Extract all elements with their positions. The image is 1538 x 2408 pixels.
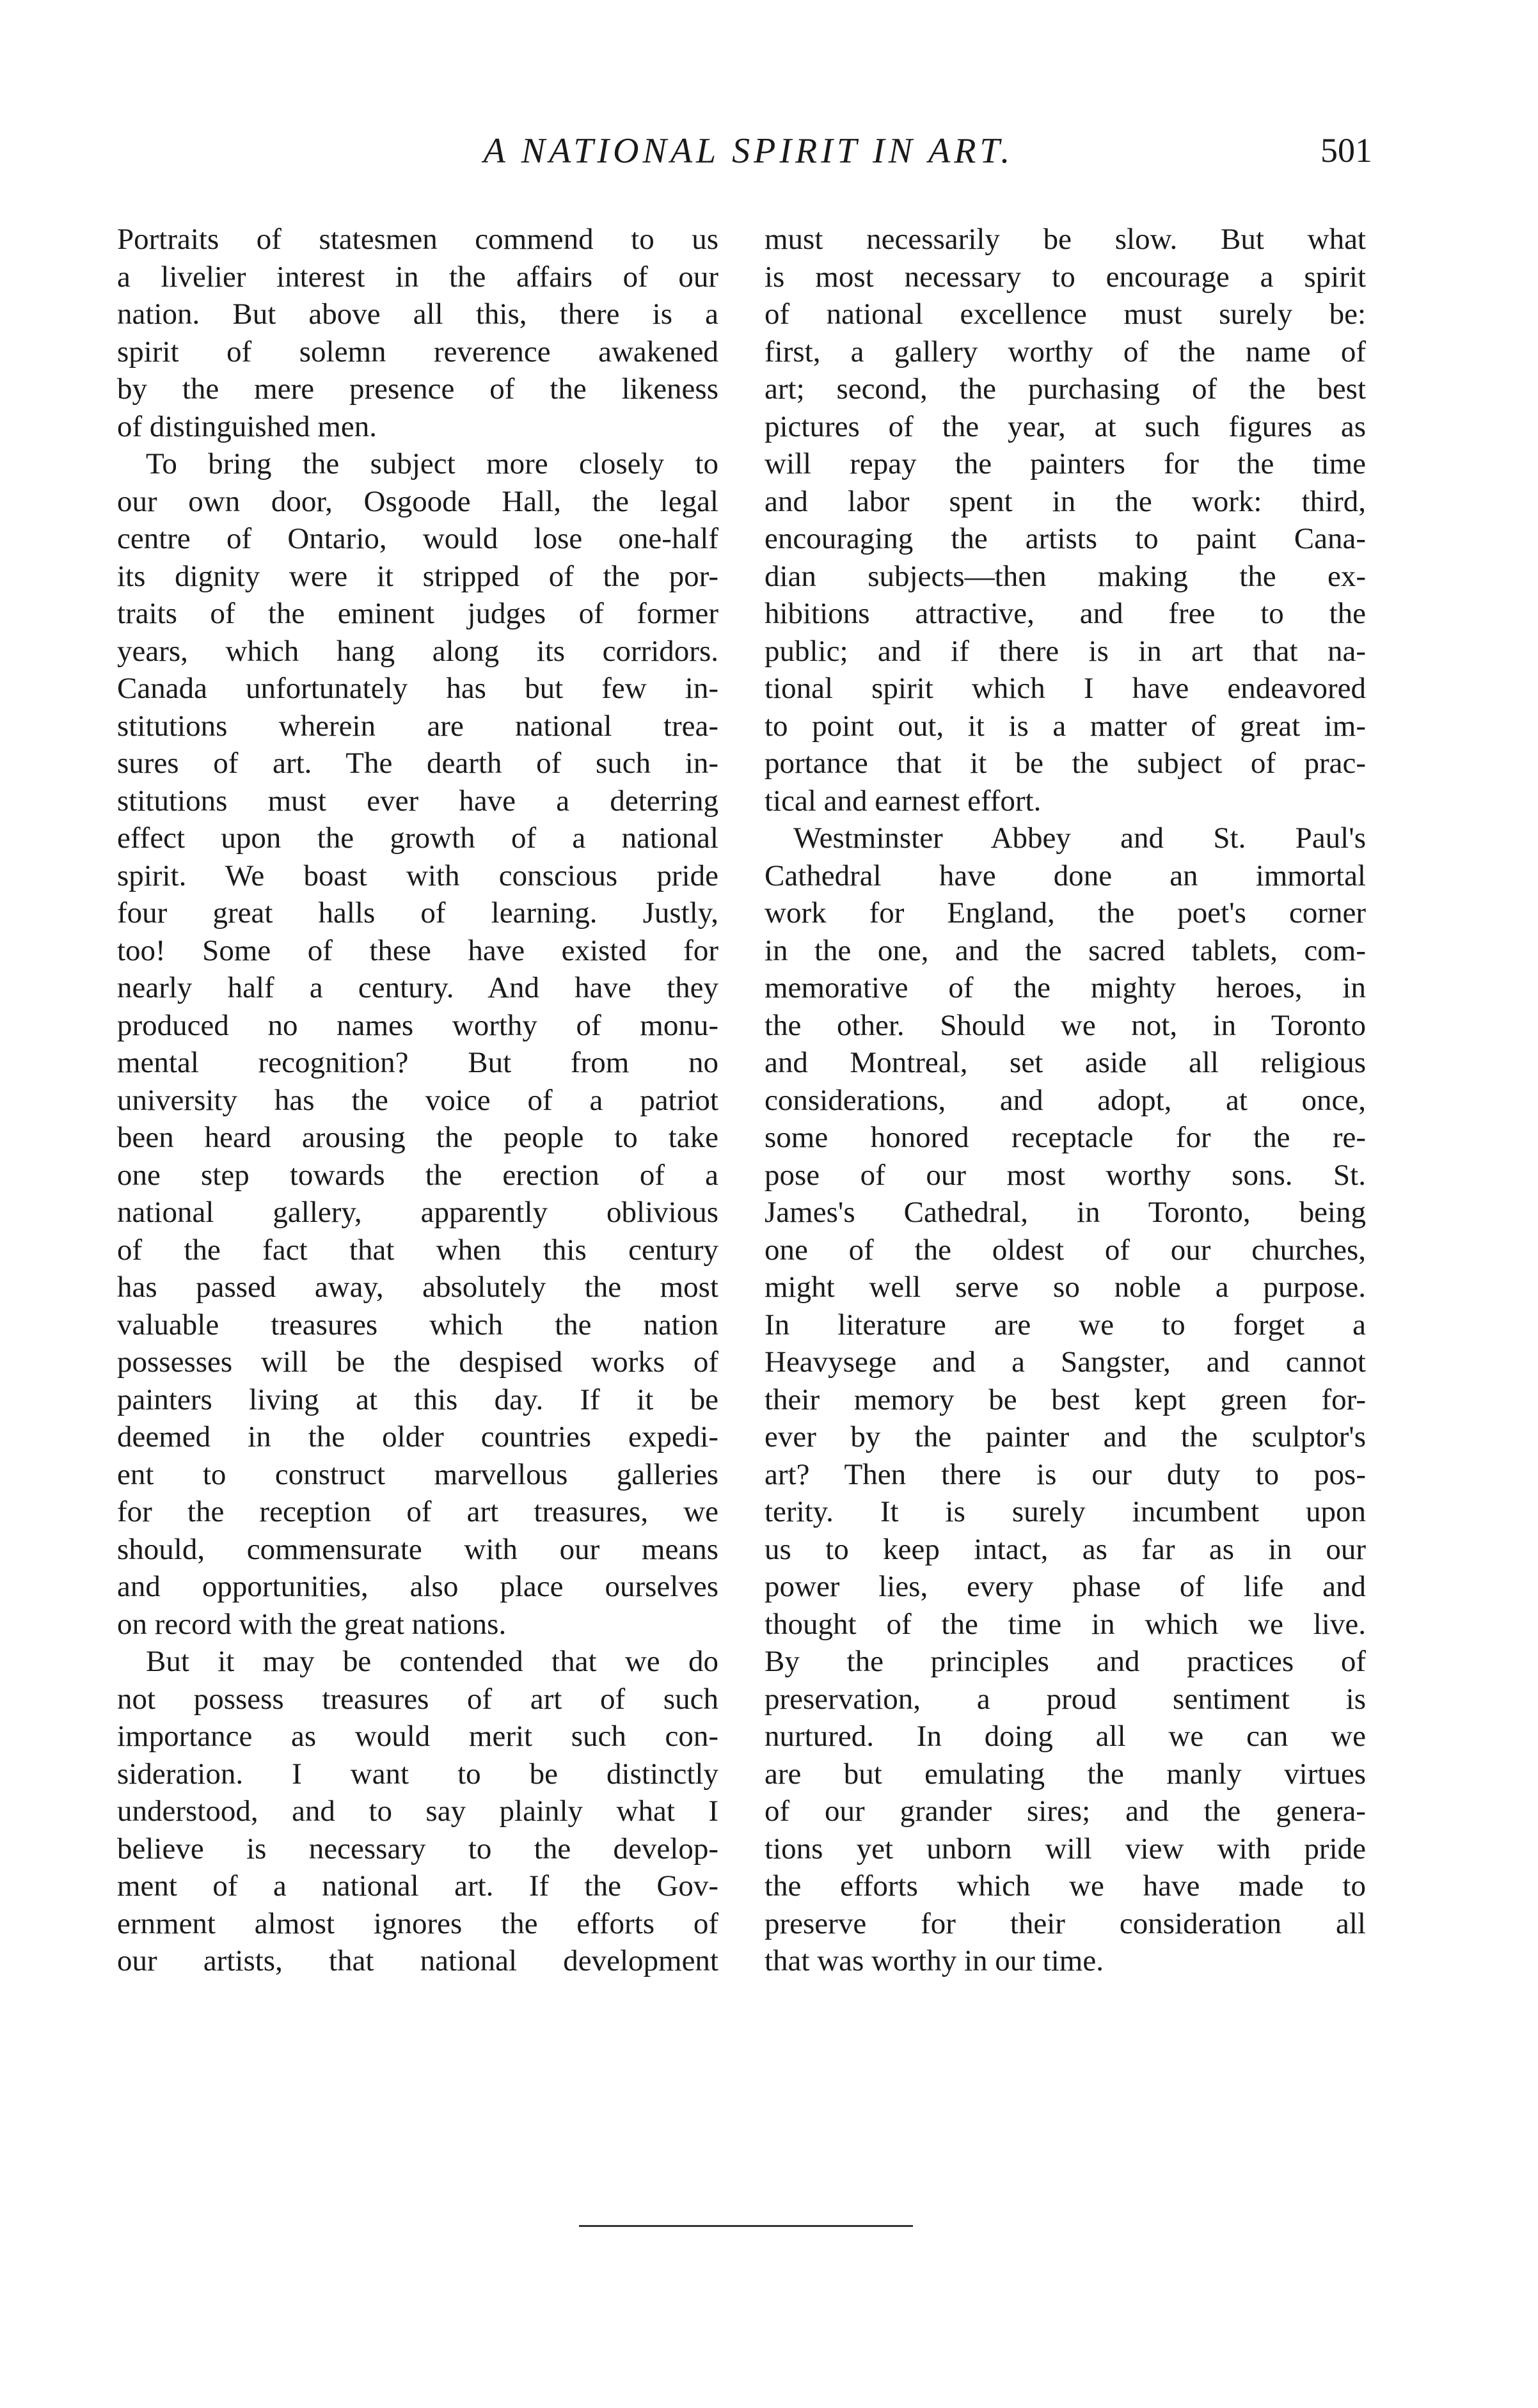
text-line: sures of art. The dearth of such in-	[117, 747, 718, 780]
text-line: by the mere presence of the likeness	[117, 372, 718, 406]
text-line: four great halls of learning. Justly,	[117, 896, 718, 930]
page-number: 501	[1320, 131, 1372, 170]
text-line: understood, and to say plainly what I	[117, 1794, 718, 1828]
text-line: spirit. We boast with conscious pride	[117, 859, 718, 892]
text-line: a livelier interest in the affairs of our	[117, 260, 718, 294]
text-line: ment of a national art. If the Gov-	[117, 1869, 718, 1903]
text-line: in the one, and the sacred tablets, com-	[765, 933, 1366, 967]
text-line: possesses will be the despised works of	[117, 1345, 718, 1379]
text-line: importance as would merit such con-	[117, 1720, 718, 1753]
text-line: ever by the painter and the sculptor's	[765, 1420, 1366, 1454]
text-line: tical and earnest effort.	[765, 784, 1042, 818]
text-line: hibitions attractive, and free to the	[765, 597, 1366, 630]
text-line: of national excellence must surely be:	[765, 297, 1366, 331]
text-line: to point out, it is a matter of great im-	[765, 709, 1366, 743]
text-line: on record with the great nations.	[117, 1607, 507, 1641]
text-line: produced no names worthy of monu-	[117, 1008, 718, 1042]
text-line: To bring the subject more closely to	[146, 447, 718, 480]
text-line: sideration. I want to be distinctly	[117, 1757, 718, 1791]
text-line: preservation, a proud sentiment is	[765, 1682, 1366, 1716]
text-line: for the reception of art treasures, we	[117, 1495, 718, 1528]
text-line: of our grander sires; and the genera-	[765, 1794, 1366, 1828]
text-line: terity. It is surely incumbent upon	[765, 1495, 1366, 1528]
text-line: the efforts which we have made to	[765, 1869, 1366, 1903]
text-line: one step towards the erection of a	[117, 1158, 718, 1192]
text-line: centre of Ontario, would lose one-half	[117, 522, 718, 555]
text-line: ernment almost ignores the efforts of	[117, 1906, 718, 1940]
text-line: Cathedral have done an immortal	[765, 859, 1366, 892]
text-line: and labor spent in the work: third,	[765, 484, 1366, 518]
text-line: must necessarily be slow. But what	[765, 223, 1366, 256]
text-line: thought of the time in which we live.	[765, 1607, 1366, 1641]
text-line: By the principles and practices of	[765, 1645, 1366, 1678]
text-line: spirit of solemn reverence awakened	[117, 335, 718, 368]
text-line: is most necessary to encourage a spirit	[765, 260, 1366, 294]
text-line: has passed away, absolutely the most	[117, 1271, 718, 1304]
text-line: of distinguished men.	[117, 409, 377, 443]
right-column	[765, 221, 1366, 1980]
text-line: art? Then there is our duty to pos-	[765, 1457, 1366, 1491]
text-line: its dignity were it stripped of the por-	[117, 559, 718, 593]
section-end-rule	[579, 2225, 913, 2227]
text-line: effect upon the growth of a national	[117, 821, 718, 855]
text-line: the other. Should we not, in Toronto	[765, 1008, 1366, 1042]
text-line: are but emulating the manly virtues	[765, 1757, 1366, 1791]
text-line: But it may be contended that we do	[146, 1645, 718, 1678]
text-line: painters living at this day. If it be	[117, 1382, 718, 1416]
running-title: A NATIONAL SPIRIT IN ART.	[483, 131, 1014, 171]
text-line: nurtured. In doing all we can we	[765, 1720, 1366, 1753]
text-line: valuable treasures which the nation	[117, 1308, 718, 1342]
text-line: stitutions must ever have a deterring	[117, 784, 718, 818]
text-line: stitutions wherein are national trea-	[117, 709, 718, 743]
text-line: ent to construct marvellous galleries	[117, 1457, 718, 1491]
text-line: tional spirit which I have endeavored	[765, 672, 1366, 705]
text-line: years, which hang along its corridors.	[117, 634, 718, 668]
text-line: encouraging the artists to paint Cana-	[765, 522, 1366, 555]
text-line: not possess treasures of art of such	[117, 1682, 718, 1716]
text-line: might well serve so noble a purpose.	[765, 1271, 1366, 1304]
text-line: university has the voice of a patriot	[117, 1083, 718, 1117]
text-line: believe is necessary to the develop-	[117, 1832, 718, 1865]
text-line: should, commensurate with our means	[117, 1532, 718, 1566]
text-line: first, a gallery worthy of the name of	[765, 335, 1366, 368]
text-line: pose of our most worthy sons. St.	[765, 1158, 1366, 1192]
text-line: pictures of the year, at such figures as	[765, 409, 1366, 443]
text-line: public; and if there is in art that na-	[765, 634, 1366, 668]
text-line: nation. But above all this, there is a	[117, 297, 718, 331]
text-line: In literature are we to forget a	[765, 1308, 1366, 1342]
text-line: tions yet unborn will view with pride	[765, 1832, 1366, 1865]
text-line: preserve for their consideration all	[765, 1906, 1366, 1940]
text-line: that was worthy in our time.	[765, 1944, 1104, 1977]
text-line: our own door, Osgoode Hall, the legal	[117, 484, 718, 518]
text-line: nearly half a century. And have they	[117, 971, 718, 1004]
text-line: our artists, that national development	[117, 1944, 718, 1977]
text-line: James's Cathedral, in Toronto, being	[765, 1196, 1366, 1229]
text-line: art; second, the purchasing of the best	[765, 372, 1366, 406]
text-line: us to keep intact, as far as in our	[765, 1532, 1366, 1566]
text-line: traits of the eminent judges of former	[117, 597, 718, 630]
text-line: some honored receptacle for the re-	[765, 1121, 1366, 1154]
text-line: Heavysege and a Sangster, and cannot	[765, 1345, 1366, 1379]
left-column	[117, 221, 718, 1980]
text-line: work for England, the poet's corner	[765, 896, 1366, 930]
text-line: Westminster Abbey and St. Paul's	[793, 821, 1366, 855]
text-line: mental recognition? But from no	[117, 1046, 718, 1079]
text-line: been heard arousing the people to take	[117, 1121, 718, 1154]
text-line: Portraits of statesmen commend to us	[117, 223, 718, 256]
text-line: considerations, and adopt, at once,	[765, 1083, 1366, 1117]
text-line: portance that it be the subject of prac-	[765, 747, 1366, 780]
text-line: their memory be best kept green for-	[765, 1382, 1366, 1416]
text-line: national gallery, apparently oblivious	[117, 1196, 718, 1229]
text-line: too! Some of these have existed for	[117, 933, 718, 967]
text-line: of the fact that when this century	[117, 1233, 718, 1267]
text-line: Canada unfortunately has but few in-	[117, 672, 718, 705]
text-line: dian subjects—then making the ex-	[765, 559, 1366, 593]
text-line: deemed in the older countries expedi-	[117, 1420, 718, 1454]
text-line: and opportunities, also place ourselves	[117, 1570, 718, 1603]
text-line: memorative of the mighty heroes, in	[765, 971, 1366, 1004]
text-line: will repay the painters for the time	[765, 447, 1366, 480]
text-line: and Montreal, set aside all religious	[765, 1046, 1366, 1079]
text-line: one of the oldest of our churches,	[765, 1233, 1366, 1267]
text-line: power lies, every phase of life and	[765, 1570, 1366, 1603]
